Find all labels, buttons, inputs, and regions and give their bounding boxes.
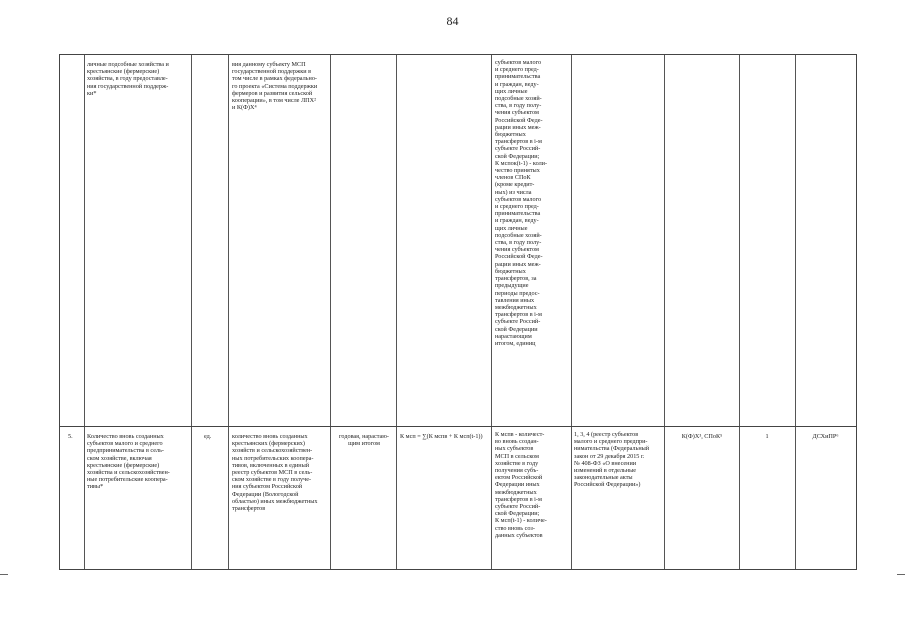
col-divider xyxy=(795,55,796,569)
margin-mark xyxy=(897,574,905,575)
margin-mark xyxy=(0,574,8,575)
col-divider xyxy=(571,55,572,569)
row-divider xyxy=(60,426,856,427)
col-divider xyxy=(191,55,192,569)
col-divider xyxy=(491,55,492,569)
row-number: 5. xyxy=(68,433,73,440)
continued-definition-cell: вия данному субъекту МСП государственной поддержки в том числе в рамках федерально- го проекта «Система поддержки фермеров и развития сельской кооперации», в том числе ЛПХ² и К(Ф)Х⁴ xyxy=(232,61,318,112)
formula-cell: К мсп = ∑(К мспв + К мсп(t-1)) xyxy=(400,433,483,440)
symbols-cell: К мспв - количест- во вновь создан- ных субъектов МСП в сельском хозяйстве в году получения субъ- ектом Российской Федерации иных межбюджетных трансфертов в i-м субъекте Россий- ской Федерации; К мсп(t-1) - количе- ство вновь соз- данных субъектов xyxy=(495,431,547,539)
page-number: 84 xyxy=(446,14,459,28)
method-cell: 1 xyxy=(765,433,769,440)
indicator-table xyxy=(59,54,857,570)
col-divider xyxy=(228,55,229,569)
periodicity-cell: годовая, нарастаю- щим итогом xyxy=(339,433,389,448)
col-divider xyxy=(84,55,85,569)
col-divider xyxy=(739,55,740,569)
col-divider xyxy=(664,55,665,569)
source-cell: 1, 3, 4 (реестр субъектов малого и среднего предпри- нимательства (Федеральный закон от 29 декабря 2015 г. № 408-ФЗ «О внесении изменений в отдельные законодательные акты Российской Федерации») xyxy=(574,431,650,489)
continued-name-cell: личные подсобные хозяйства и крестьянские (фермерские) хозяйства, в году предоставле- ния государственной поддерж- ки* xyxy=(87,61,169,97)
definition-cell: количество вновь созданных крестьянских (фермерских) хозяйств и сельскохозяйствен- ных потребительских коопера- тивов, включенных в единый реестр субъектов МСП в сель- ском хозяйстве в году получе- ния субъектом Российской Федерации (Вологодской областью) иных межбюджетных трансфертов xyxy=(232,433,318,513)
level-cell: ДСХиПР⁶ xyxy=(812,433,839,440)
col-divider xyxy=(396,55,397,569)
responsible-cell: К(Ф)Х³, СПоК⁵ xyxy=(681,433,723,440)
unit-cell: ед. xyxy=(204,433,212,440)
continued-symbols-cell: субъектов малого и среднего пред- принимательства и граждан, веду- щих личные подсобные хозяй- ства, в году полу- чения субъектом Российской Феде- рации иных меж- бюджетных трансфертов в i-м субъекте Россий- ской Федерации; К мспок(t-1) - коли- чество принятых членов СПоК (кроме кредит- ных) из числа субъектов малого и среднего пред- принимательства и граждан, веду- щих личные подсобные хозяй- ства, в году полу- чения субъектом Российской Феде- рации иных меж- бюджетных трансфертов, за предыдущие периоды предос- тавления иных межбюджетных трансфертов в i-м субъекте Россий- ской Федерации нарастающим итогом, единиц xyxy=(495,59,548,347)
col-divider xyxy=(330,55,331,569)
indicator-name: Количество вновь созданных субъектов малого и среднего предпринимательства в сель- ском хозяйстве, включая крестьянские (фермерские) хозяйства и сельскохозяйствен- ные потребительские коопера- тивы* xyxy=(87,433,170,491)
